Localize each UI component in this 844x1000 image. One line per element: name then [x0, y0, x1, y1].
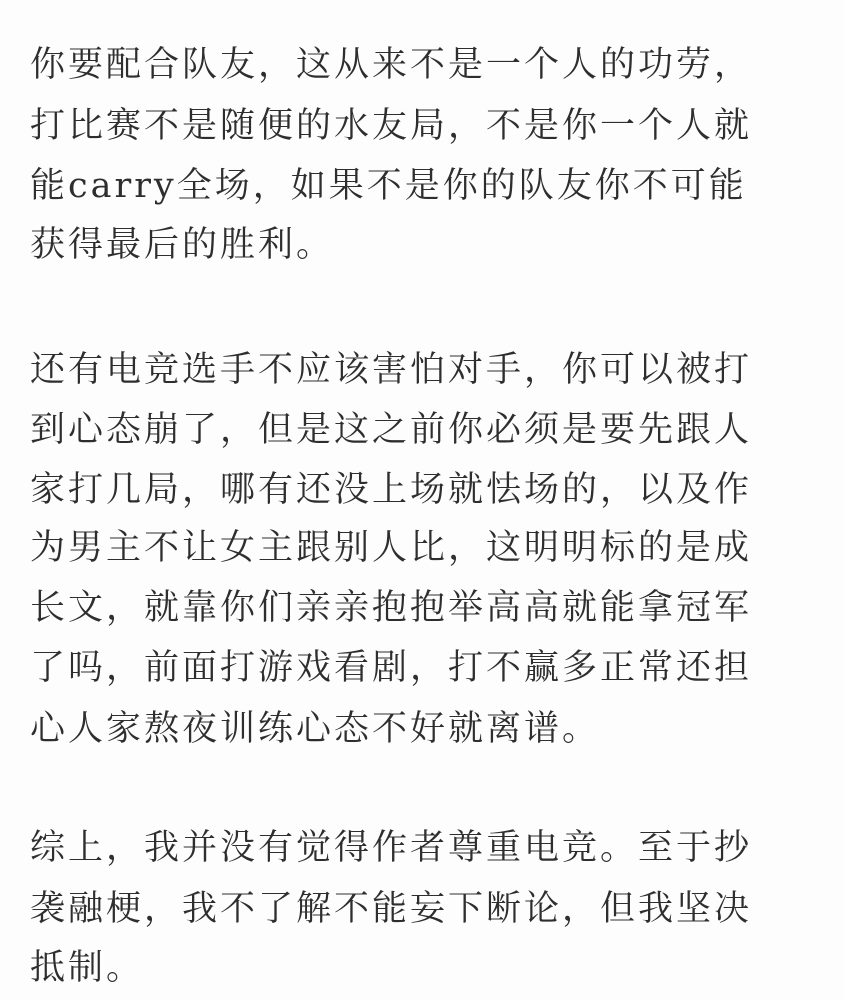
- text-line: 到心态崩了，但是这之前你必须是要先跟人: [30, 410, 753, 450]
- text-line: 你要配合队友，这从来不是一个人的功劳，: [30, 45, 753, 85]
- text-line: 了吗，前面打游戏看剧，打不赢多正常还担: [30, 648, 753, 688]
- text-line: 心人家熬夜训练心态不好就离谱。: [30, 709, 601, 749]
- text-line: 家打几局，哪有还没上场就怯场的，以及作: [30, 470, 753, 510]
- text-line: 抵制。: [30, 948, 145, 988]
- text-line: 打比赛不是随便的水友局，不是你一个人就: [30, 106, 753, 146]
- text-line: 还有电竞选手不应该害怕对手，你可以被打: [30, 350, 753, 390]
- text-line: 能carry全场，如果不是你的队友你不可能: [30, 166, 747, 206]
- text-line: 综上，我并没有觉得作者尊重电竞。至于抄: [30, 828, 753, 868]
- text-line: 为男主不让女主跟别人比，这明明标的是成: [30, 528, 753, 568]
- text-line: 袭融梗，我不了解不能妄下断论，但我坚决: [30, 889, 753, 929]
- text-line: 长文，就靠你们亲亲抱抱举高高就能拿冠军: [30, 588, 753, 628]
- text-line: 获得最后的胜利。: [30, 225, 335, 265]
